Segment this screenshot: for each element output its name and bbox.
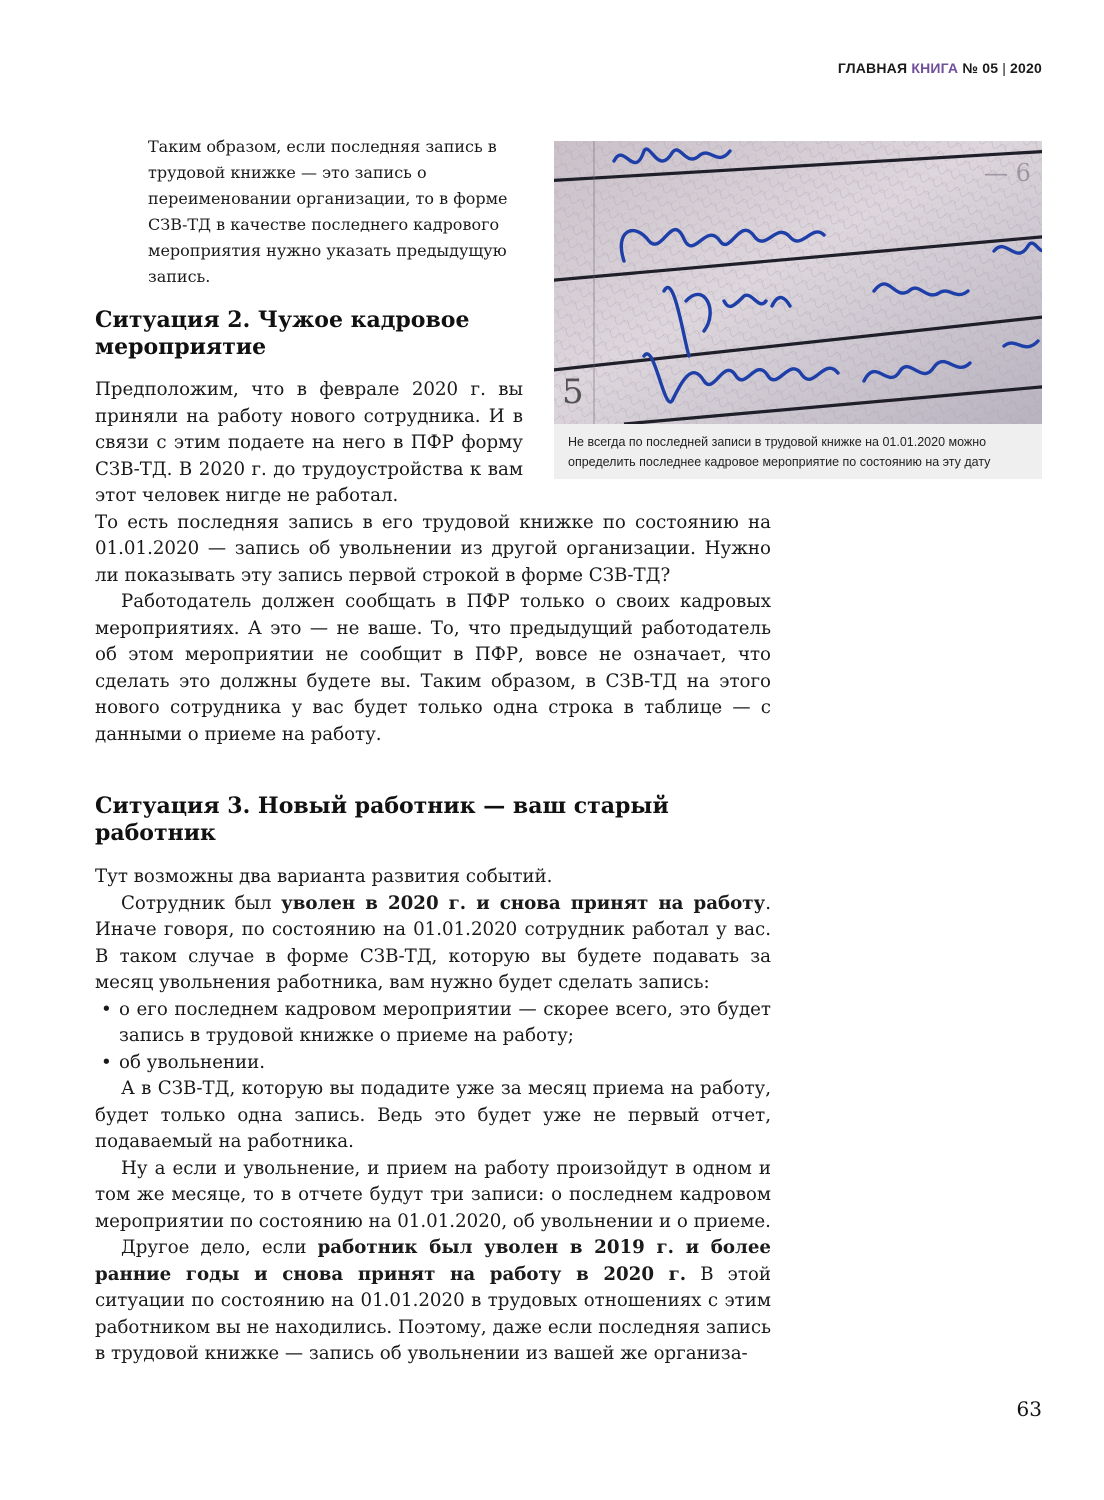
text-run: . Иначе говоря, по состоянию на 01.01.2020 сотрудник работал у вас. В таком случае в форме СЗВ-ТД, которую вы будете подавать за месяц увольнения работника, вам нужно будет сделать запись: — [95, 892, 771, 993]
section-2-paragraph-1a: Предположим, что в феврале 2020 г. вы приняли на работу нового сотрудника. И в связи с этим подаете на него в ПФР форму СЗВ-ТД. В 2020 г. до трудоустройства к вам этот человек нигде не работал. — [95, 379, 523, 506]
svg-text:— 6: — 6 — [984, 159, 1031, 187]
issue-year: 2020 — [1010, 60, 1042, 76]
section-2-body — [95, 377, 771, 748]
section-2-heading: Ситуация 2. Чужое кадровое мероприятие — [95, 307, 470, 360]
page-number: 63 — [1016, 1397, 1042, 1421]
section-2-paragraph-1b: То есть последняя запись в его трудовой книжке по состоянию на 01.01.2020 — запись об увольнении из другой организации. Нужно ли показывать эту запись первой строкой в форме СЗВ-ТД? — [95, 511, 771, 586]
header-separator: | — [1002, 60, 1007, 76]
intro-text: Таким образом, если последняя запись в трудовой книжке — это запись о переименовании организации, то в форме СЗВ-ТД в качестве последнего кадрового мероприятия нужно указать предыдущую запись. — [148, 137, 508, 286]
section-3-paragraph-1: Тут возможны два варианта развития событий. — [95, 866, 553, 887]
issue-number: № 05 — [962, 60, 999, 76]
magazine-title: ГЛАВНАЯ — [837, 60, 908, 76]
magazine-title-accent: КНИГА — [911, 60, 959, 76]
section-3-paragraph-5 — [95, 1235, 771, 1368]
text-run: Другое дело, если — [121, 1237, 318, 1258]
section-3-paragraph-4: Ну а если и увольнение, и прием на работу произойдут в одном и том же месяце, то в отчете будут три записи: о последнем кадровом мероприятии по состоянию на 01.01.2020, об увольнении и о приеме. — [95, 1157, 771, 1232]
section-3-heading: Ситуация 3. Новый работник — ваш старый работник — [95, 793, 669, 846]
figure-caption: Не всегда по последней записи в трудовой книжке на 01.01.2020 можно определить последнее кадровое мероприятие по состоянию на эту дату — [568, 435, 991, 469]
section-2-paragraph-2: Работодатель должен сообщать в ПФР только о своих кадровых мероприятиях. А это — не ваше. То, что предыдущий работодатель об этом мероприятии не сообщит в ПФР, вовсе не означает, что сделать это должны будете вы. Таким образом, в СЗВ-ТД на этого нового сотрудника у вас будет только одна строка в таблице — с данными о приеме на работу. — [95, 591, 771, 745]
list-item: • об увольнении. — [95, 1050, 771, 1077]
running-header — [838, 60, 1042, 76]
text-run: Сотрудник был — [121, 892, 282, 914]
text-run: В этой ситуации по состоянию на 01.01.2020 в трудовых отношениях с этим работником вы не находились. Поэтому, даже если последняя запись в трудовой книжке — запись об увольнении из вашей же организа- — [95, 1263, 772, 1364]
section-3-body — [95, 864, 771, 1368]
section-3-paragraph-2 — [95, 891, 771, 997]
bold-emphasis: уволен в 2020 г. и снова принят на работу — [281, 892, 766, 914]
bullet-list — [95, 997, 771, 1077]
intro-paragraph — [148, 134, 530, 290]
section-3-paragraph-3: А в СЗВ-ТД, которую вы подадите уже за месяц приема на работу, будет только одна запись. Ведь это будет уже не первый отчет, подаваемый на работника. — [95, 1078, 771, 1152]
svg-text:5: 5 — [562, 372, 584, 412]
bold-emphasis: работник был уволен в 2019 г. и более ранние годы и снова принят на работу в 2020 г. — [95, 1237, 771, 1285]
list-item: • о его последнем кадровом мероприятии — скорее всего, это будет запись в трудовой книжке о приеме на работу; — [95, 997, 771, 1050]
